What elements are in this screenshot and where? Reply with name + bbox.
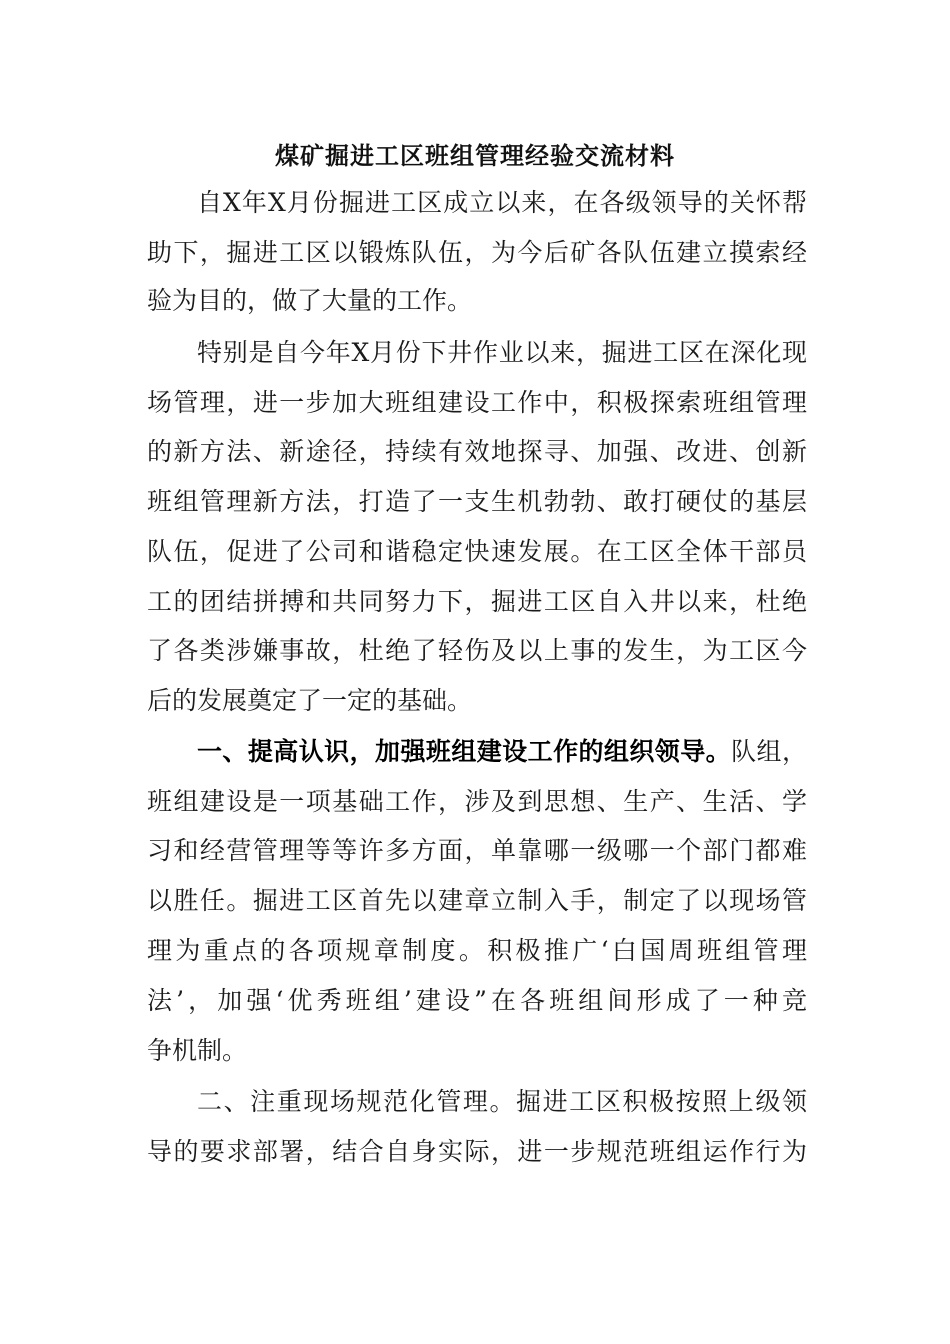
paragraph-3-line-2: 班组建设是一项基础工作，涉及到思想、生产、生活、学 bbox=[147, 787, 807, 816]
paragraph-3-line-3: 习和经营管理等等许多方面，单靠哪一级哪一个部门都难 bbox=[147, 836, 807, 865]
paragraph-4-line-1: 二、注重现场规范化管理。掘进工区积极按照上级领 bbox=[197, 1087, 807, 1116]
paragraph-2-line-8: 后的发展奠定了一定的基础。 bbox=[147, 686, 473, 715]
paragraph-3-line-4: 以胜任。掘进工区首先以建章立制入手，制定了以现场管 bbox=[147, 886, 807, 915]
paragraph-2-line-3: 的新方法、新途径，持续有效地探寻、加强、改进、创新 bbox=[147, 437, 807, 466]
paragraph-4-line-2: 导的要求部署，结合自身实际，进一步规范班组运作行为 bbox=[147, 1137, 807, 1166]
paragraph-3-line-7: 争机制。 bbox=[147, 1036, 248, 1065]
paragraph-2-line-7: 了各类涉嫌事故，杜绝了轻伤及以上事的发生，为工区今 bbox=[147, 636, 807, 665]
paragraph-3-line-6: 法’，加强‘优秀班组’建设”在各班组间形成了一种竞 bbox=[147, 986, 807, 1015]
paragraph-1-line-3: 验为目的，做了大量的工作。 bbox=[147, 286, 473, 315]
section-1-first-line-rest: 队组， bbox=[731, 737, 807, 766]
paragraph-1-line-2: 助下，掘进工区以锻炼队伍，为今后矿各队伍建立摸索经 bbox=[147, 238, 807, 267]
paragraph-2-line-2: 场管理，进一步加大班组建设工作中，积极探索班组管理 bbox=[147, 388, 807, 417]
paragraph-2-line-1: 特别是自今年X月份下井作业以来，掘进工区在深化现 bbox=[197, 338, 807, 367]
section-heading-1: 一、提高认识，加强班组建设工作的组织领导。 bbox=[197, 737, 732, 766]
paragraph-2-line-5: 队伍，促进了公司和谐稳定快速发展。在工区全体干部员 bbox=[147, 537, 807, 566]
paragraph-2-line-4: 班组管理新方法，打造了一支生机勃勃、敢打硬仗的基层 bbox=[147, 487, 807, 516]
document-title: 煤矿掘进工区班组管理经验交流材料 bbox=[275, 141, 675, 170]
paragraph-1-line-1: 自X年X月份掘进工区成立以来，在各级领导的关怀帮 bbox=[197, 188, 807, 217]
paragraph-3-line-1 bbox=[197, 732, 807, 772]
paragraph-2-line-6: 工的团结拼搏和共同努力下，掘进工区自入井以来，杜绝 bbox=[147, 587, 807, 616]
paragraph-3-line-5: 理为重点的各项规章制度。积极推广‘白国周班组管理 bbox=[147, 936, 807, 965]
